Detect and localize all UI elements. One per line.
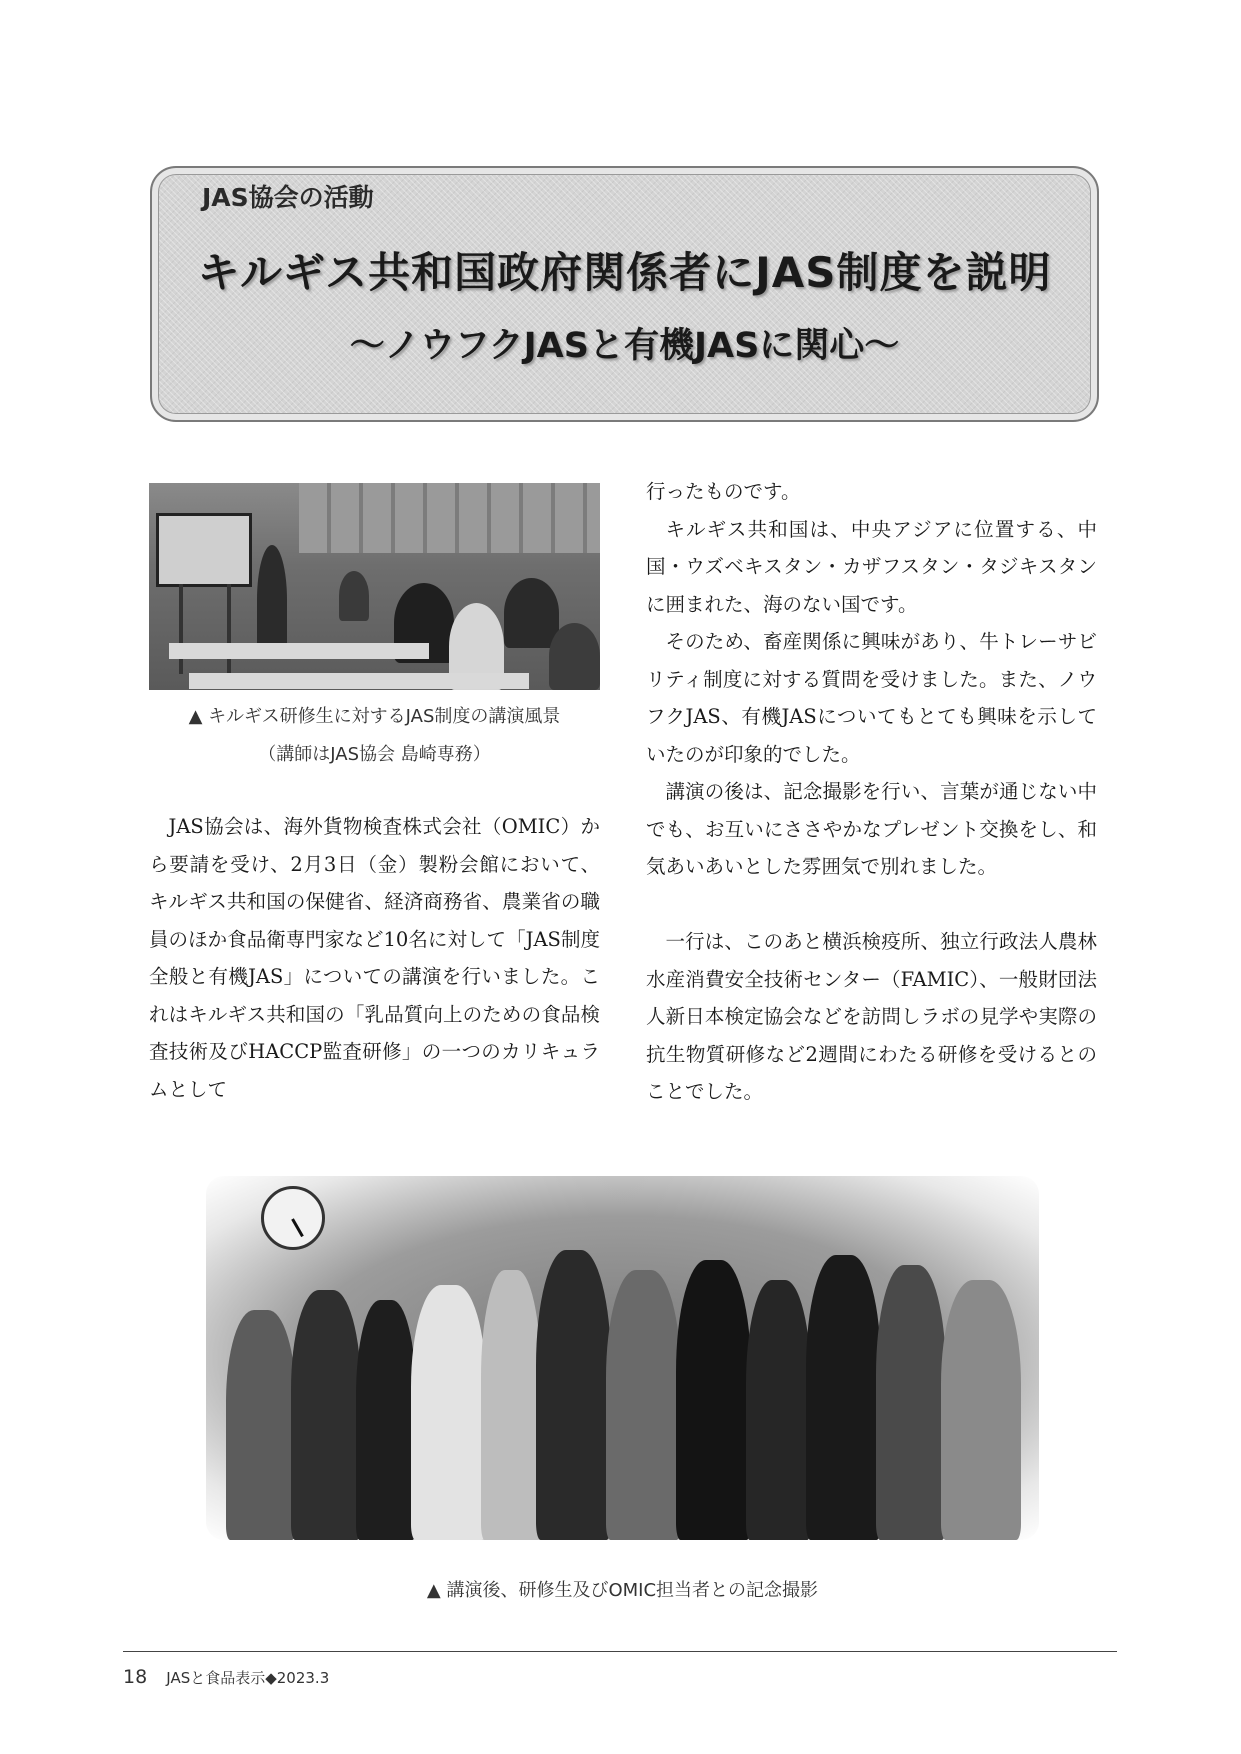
group-member [536,1250,611,1540]
group-member [806,1255,881,1540]
screen-stand [179,584,231,674]
group-member [746,1280,811,1540]
group-member [876,1265,946,1540]
paragraph: キルギス共和国は、中央アジアに位置する、中国・ウズベキスタン・カザフスタン・タジキスタンに囲まれた、海のない国です。 [646,517,1097,616]
paragraph: 講演の後は、記念撮影を行い、言葉が通じない中でも、お互いにささやかなプレゼント交換をし、和気あいあいとした雰囲気で別れました。 [646,780,1097,878]
article-column-1 [149,808,600,1108]
group-photo [206,1176,1039,1540]
lecturer-figure [257,545,287,655]
group-member [481,1270,541,1540]
article-title: キルギス共和国政府関係者にJAS制度を説明 [197,248,1052,297]
title-box [150,166,1099,422]
photo2-caption: ▲ 講演後、研修生及びOMIC担当者との記念撮影 [426,1580,819,1601]
group-member [676,1260,751,1540]
attendee-figure [339,571,369,621]
publication-name: JASと食品表示◆2023.3 [166,1669,330,1687]
group-member [606,1270,681,1540]
attendee-figure [504,578,559,648]
group-member [291,1290,361,1540]
photo1-caption-line2: （講師はJAS協会 島崎専務） [258,744,491,765]
attendee-figure [549,623,600,690]
group-member [941,1280,1021,1540]
paragraph: 行ったものです。 [646,480,801,503]
presentation-screen [156,513,252,587]
article-column-2 [646,473,1097,1111]
footer [123,1666,329,1688]
group-member [411,1285,486,1540]
lecture-photo [149,483,600,690]
table [189,673,529,689]
footer-divider [123,1651,1117,1652]
article-subtitle: ～ノウフクJASと有機JASに関心～ [349,326,900,366]
group-member [226,1310,296,1540]
group-member [356,1300,416,1540]
table [169,643,429,659]
section-kicker: JAS協会の活動 [202,183,374,212]
window-blinds [299,483,600,553]
paragraph: 一行は、このあと横浜検疫所、独立行政法人農林水産消費安全技術センター（FAMIC）、一般財団法人新日本検定協会などを訪問しラボの見学や実際の抗生物質研修など2週間にわたる研修を受けるとのことでした。 [646,930,1097,1103]
paragraph: JAS協会は、海外貨物検査株式会社（OMIC）から要請を受け、2月3日（金）製粉会館において、キルギス共和国の保健省、経済商務省、農業省の職員のほか食品衛専門家など10名に対して「JAS制度全般と有機JAS」についての講演を行いました。これはキルギス共和国の「乳品質向上のための食品検査技術及びHACCP監査研修」の一つのカリキュラムとして [149,815,600,1101]
wall-clock [261,1186,325,1250]
photo1-caption-line1: ▲ キルギス研修生に対するJAS制度の講演風景 [188,706,561,727]
paragraph: そのため、畜産関係に興味があり、牛トレーサビリティ制度に対する質問を受けました。また、ノウフクJAS、有機JASについてもとても興味を示していたのが印象的でした。 [646,630,1097,766]
page-number: 18 [123,1666,148,1688]
